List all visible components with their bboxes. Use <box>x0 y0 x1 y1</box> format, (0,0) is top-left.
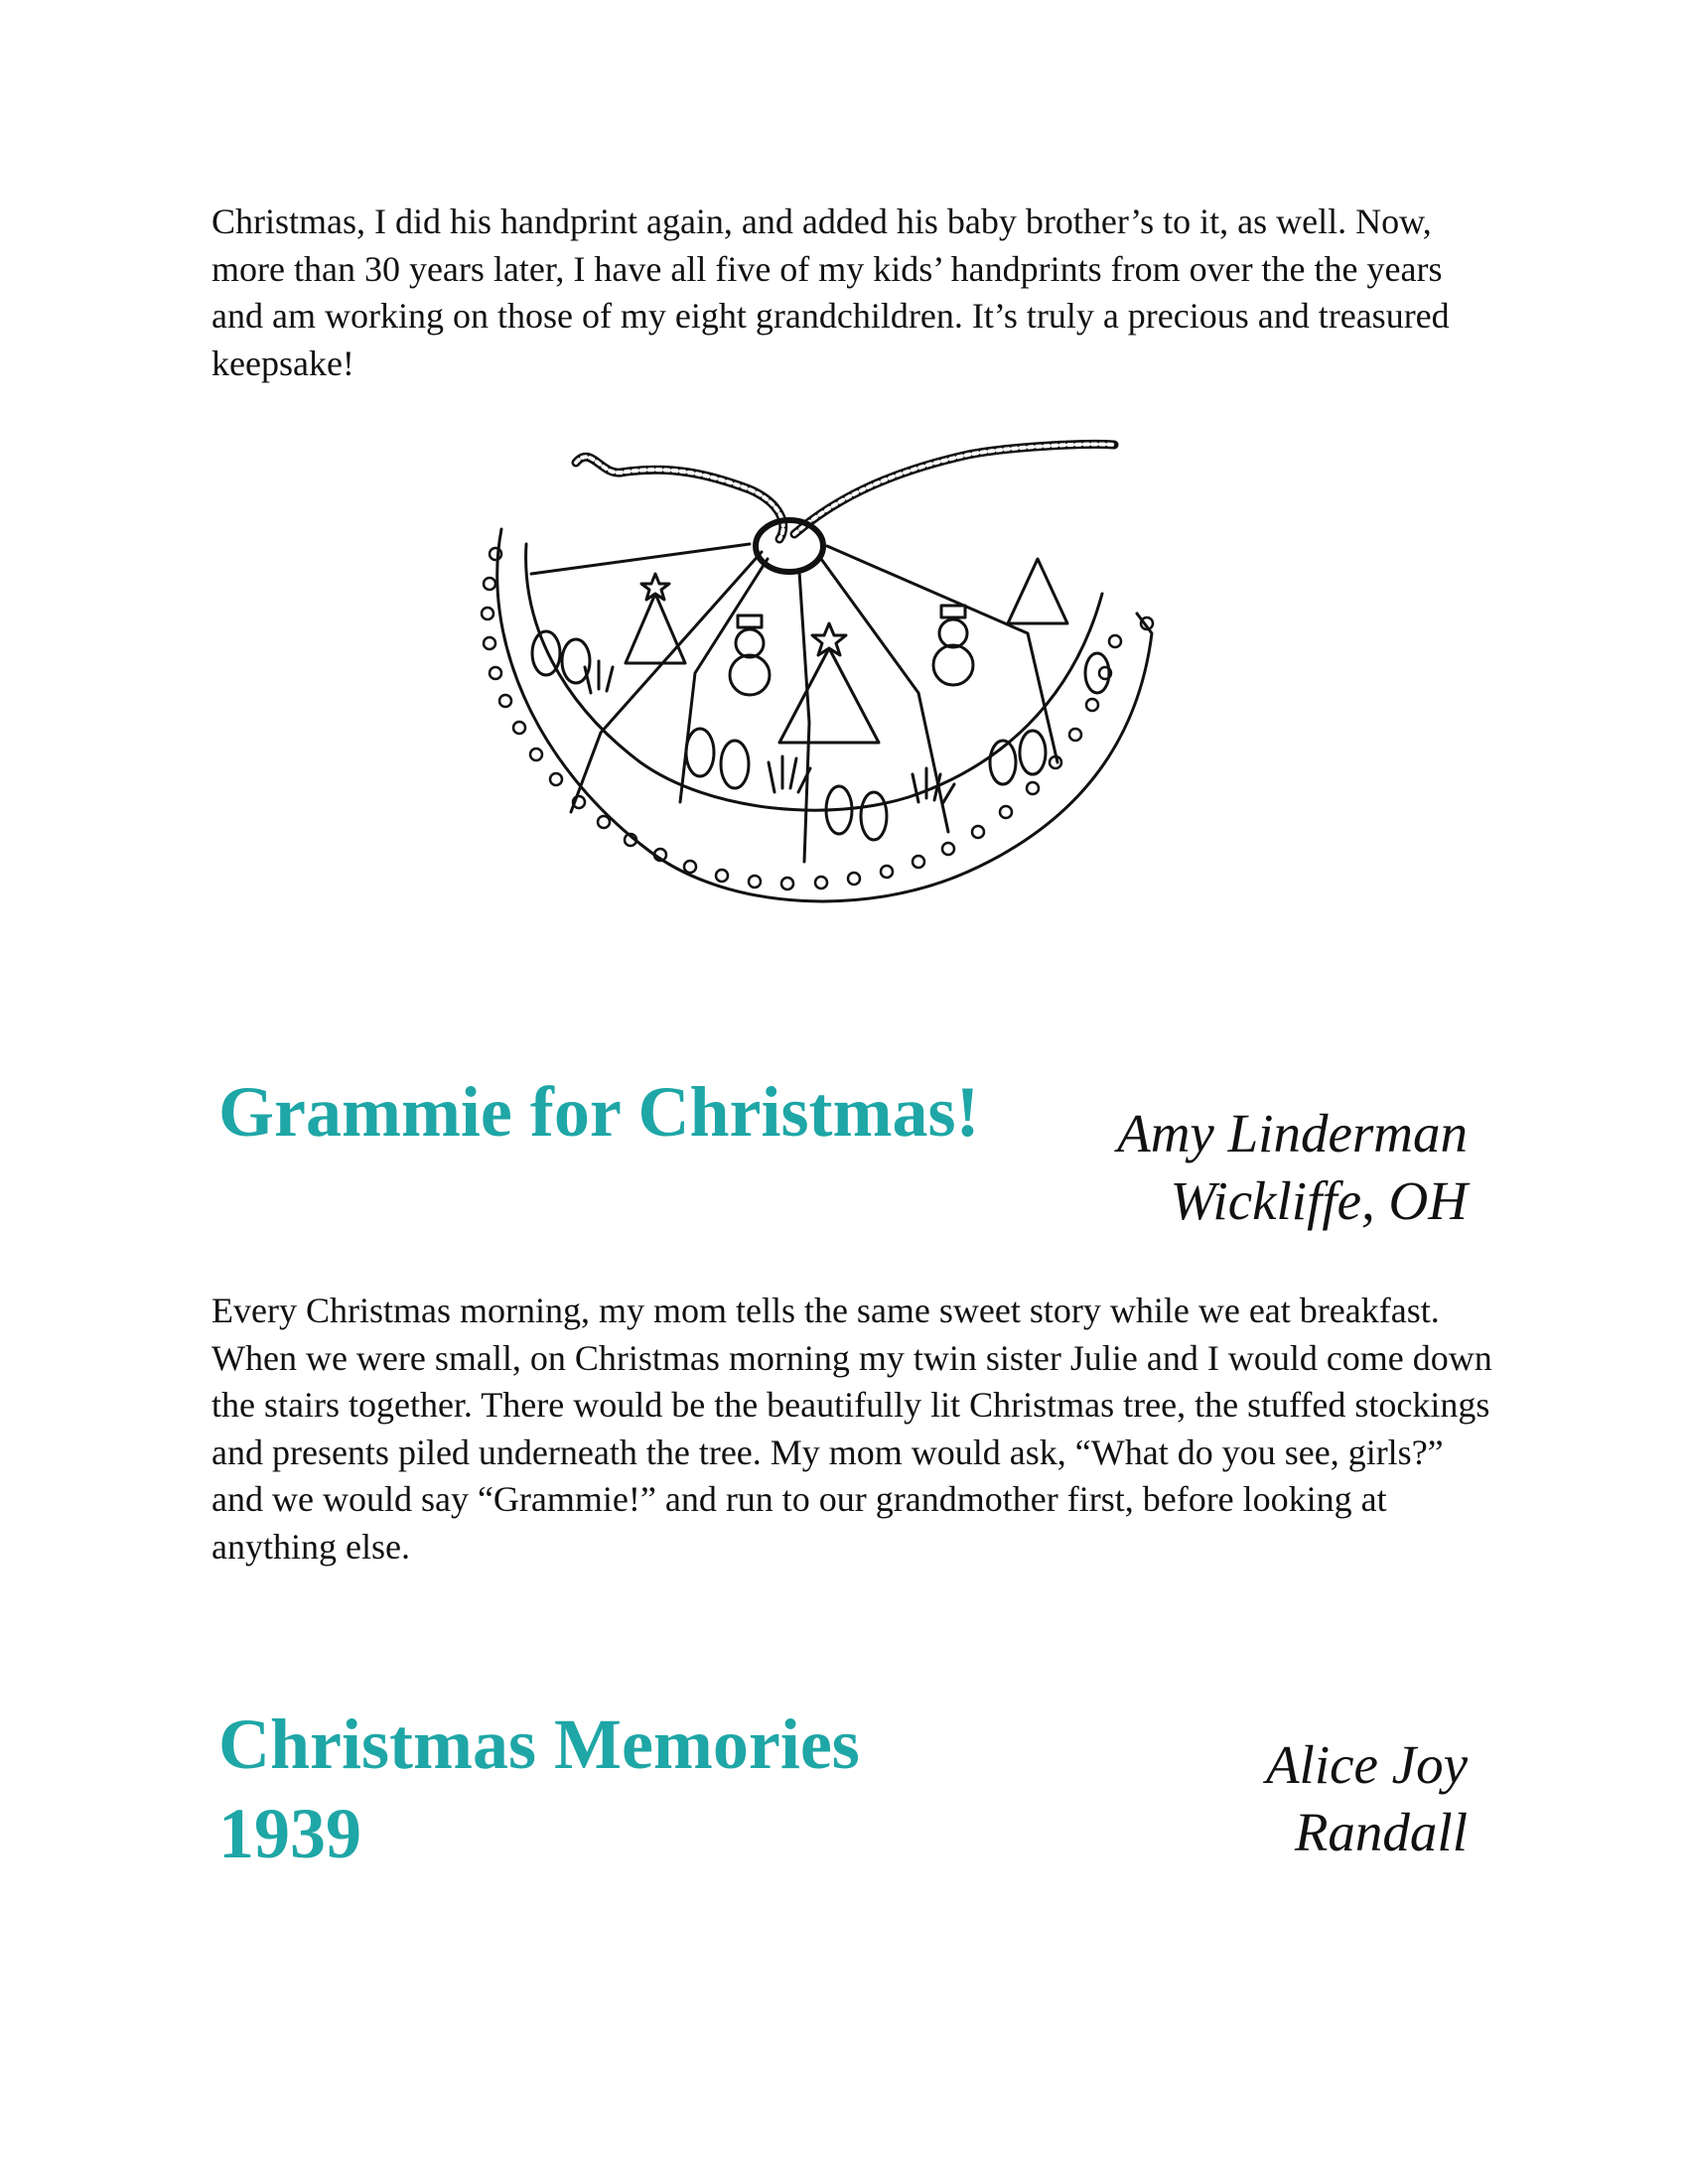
section-title-grammie: Grammie for Christmas! <box>218 1072 980 1152</box>
grammie-story-paragraph: Every Christmas morning, my mom tells the same sweet story while we eat breakfast. When we were small, on Christmas morning my twin sister Julie and I would come down the stairs together. There would be the beautifully lit Christmas tree, the stuffed stockings and presents piled underneath the tree. My mom would ask, “What do you see, girls?” and we would say “Grammie!” and run to our grandmother first, before looking at anything else. <box>211 1291 1492 1567</box>
story-intro-paragraph: Christmas, I did his handprint again, and added his baby brother’s to it, as well. Now, more than 30 years later, I have all five of my kids’ handprints from over the the years and am working on those of my eight grandchildren. It’s truly a precious and treasured keepsake! <box>211 202 1450 383</box>
author-byline <box>1117 1100 1468 1235</box>
author-name-line-2: Randall <box>1294 1802 1468 1862</box>
author-byline-2 <box>1266 1731 1468 1866</box>
author-location: Wickliffe, OH <box>1170 1170 1468 1231</box>
author-name: Amy Linderman <box>1117 1103 1468 1163</box>
section-title-line-1: Christmas Memories <box>218 1705 860 1784</box>
section-title-line-2: 1939 <box>218 1794 361 1873</box>
section-title-christmas-memories <box>218 1700 1013 1878</box>
christmas-tree-skirt-illustration <box>452 435 1236 991</box>
author-name-line-1: Alice Joy <box>1265 1734 1468 1795</box>
